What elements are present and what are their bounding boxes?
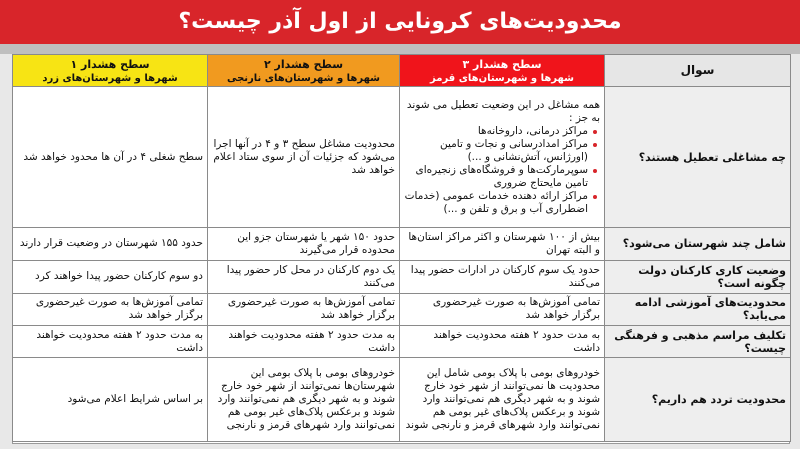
question-ceremonies: تکلیف مراسم مذهبی و فرهنگی چیست؟ [605, 326, 791, 358]
restrictions-table [12, 54, 791, 442]
level-1-title: سطح هشدار ۱ [70, 57, 150, 71]
cell-red-closed-jobs [400, 87, 605, 228]
table-row [13, 228, 791, 260]
table-row [13, 87, 791, 228]
question-city-count: شامل چند شهرستان می‌شود؟ [605, 228, 791, 260]
cell-orange-education: تمامی آموزش‌ها به صورت غیرحضوری برگزار خواهد شد [208, 293, 400, 325]
cell-yellow-ceremonies: به مدت حدود ۲ هفته محدودیت خواهند داشت [13, 326, 208, 358]
cell-red-city-count: بیش از ۱۰۰ شهرستان و اکثر مراکز استان‌ها و البته تهران [400, 228, 605, 260]
cell-orange-closed-jobs: محدودیت مشاغل سطح ۳ و ۴ در آنها اجرا می‌شود که جزئیات آن از سوی ستاد اعلام خواهد شد [208, 87, 400, 228]
table-row [13, 358, 791, 442]
question-education: محدودیت‌های آموزشی ادامه می‌یابد؟ [605, 293, 791, 325]
list-item: مراکز امدادرسانی و نجات و تامین (اورژانس، آتش‌نشانی و ...) [404, 138, 588, 164]
header-level-2 [208, 55, 400, 87]
cell-orange-traffic: خودروهای بومی با پلاک بومی این شهرستان‌ها نمی‌توانند از شهر خود خارج شوند و به شهر دیگری هم نمی‌توانند وارد شوند و برعکس پلاک‌های غیر بومی هم نمی‌توانند وارد شهرهای قرمز و نارنجی [208, 358, 400, 442]
list-item: سوپرمارکت‌ها و فروشگاه‌های زنجیره‌ای تامین مایحتاج ضروری [404, 164, 588, 190]
cell-yellow-traffic: بر اساس شرایط اعلام می‌شود [13, 358, 208, 442]
question-traffic: محدودیت تردد هم داریم؟ [605, 358, 791, 442]
table-row [13, 293, 791, 325]
table-row [13, 260, 791, 293]
header-level-3 [400, 55, 605, 87]
cell-yellow-gov-employees: دو سوم کارکنان حضور پیدا خواهند کرد [13, 260, 208, 293]
level-1-subtitle: شهرها و شهرستان‌های زرد [42, 72, 178, 84]
table-row [13, 326, 791, 358]
level-3-subtitle: شهرها و شهرستان‌های قرمز [430, 72, 574, 84]
list-item: مراکز درمانی، داروخانه‌ها [404, 125, 588, 138]
cell-orange-city-count: حدود ۱۵۰ شهر یا شهرستان جزو این محدوده قرار می‌گیرند [208, 228, 400, 260]
level-2-title: سطح هشدار ۲ [263, 57, 344, 71]
cell-red-education: تمامی آموزش‌ها به صورت غیرحضوری برگزار خواهد شد [400, 293, 605, 325]
cell-red-traffic: خودروهای بومی با پلاک بومی شامل این محدودیت ها نمی‌توانند از شهر خود خارج شوند و به شهر دیگری هم نمی‌توانند وارد شوند و برعکس پلاک‌های غیر بومی هم نمی‌توانند وارد شهرهای قرمز و نارنجی شوند [400, 358, 605, 442]
cell-yellow-city-count: حدود ۱۵۵ شهرستان در وضعیت قرار دارند [13, 228, 208, 260]
cell-red-ceremonies: به مدت حدود ۲ هفته محدودیت خواهند داشت [400, 326, 605, 358]
cell-orange-gov-employees: یک دوم کارکنان در محل کار حضور پیدا می‌کنند [208, 260, 400, 293]
cell-yellow-closed-jobs: سطح شغلی ۴ در آن ها محدود خواهد شد [13, 87, 208, 228]
header-row [13, 55, 791, 87]
header-question: سوال [605, 55, 791, 87]
question-gov-employees: وضعیت کاری کارکنان دولت چگونه است؟ [605, 260, 791, 293]
cell-yellow-education: تمامی آموزش‌ها به صورت غیرحضوری برگزار خواهد شد [13, 293, 208, 325]
level-2-subtitle: شهرها و شهرستان‌های نارنجی [226, 72, 381, 84]
exempt-list [404, 125, 600, 216]
level-3-title: سطح هشدار ۳ [462, 57, 542, 71]
question-closed-jobs: چه مشاغلی تعطیل هستند؟ [605, 87, 791, 228]
header-level-1 [13, 55, 208, 87]
divider-strip [0, 44, 800, 54]
cell-red-gov-employees: حدود یک سوم کارکنان در ادارات حضور پیدا می‌کنند [400, 260, 605, 293]
cell-orange-ceremonies: به مدت حدود ۲ هفته محدودیت خواهند داشت [208, 326, 400, 358]
closed-jobs-intro: همه مشاغل در این وضعیت تعطیل می شوند به جز : [406, 98, 600, 124]
page-title: محدودیت‌های کرونایی از اول آذر چیست؟ [178, 9, 622, 34]
list-item: مراکز ارائه دهنده خدمات عمومی (خدمات اضطراری آب و برق و تلفن و ...) [404, 189, 588, 215]
